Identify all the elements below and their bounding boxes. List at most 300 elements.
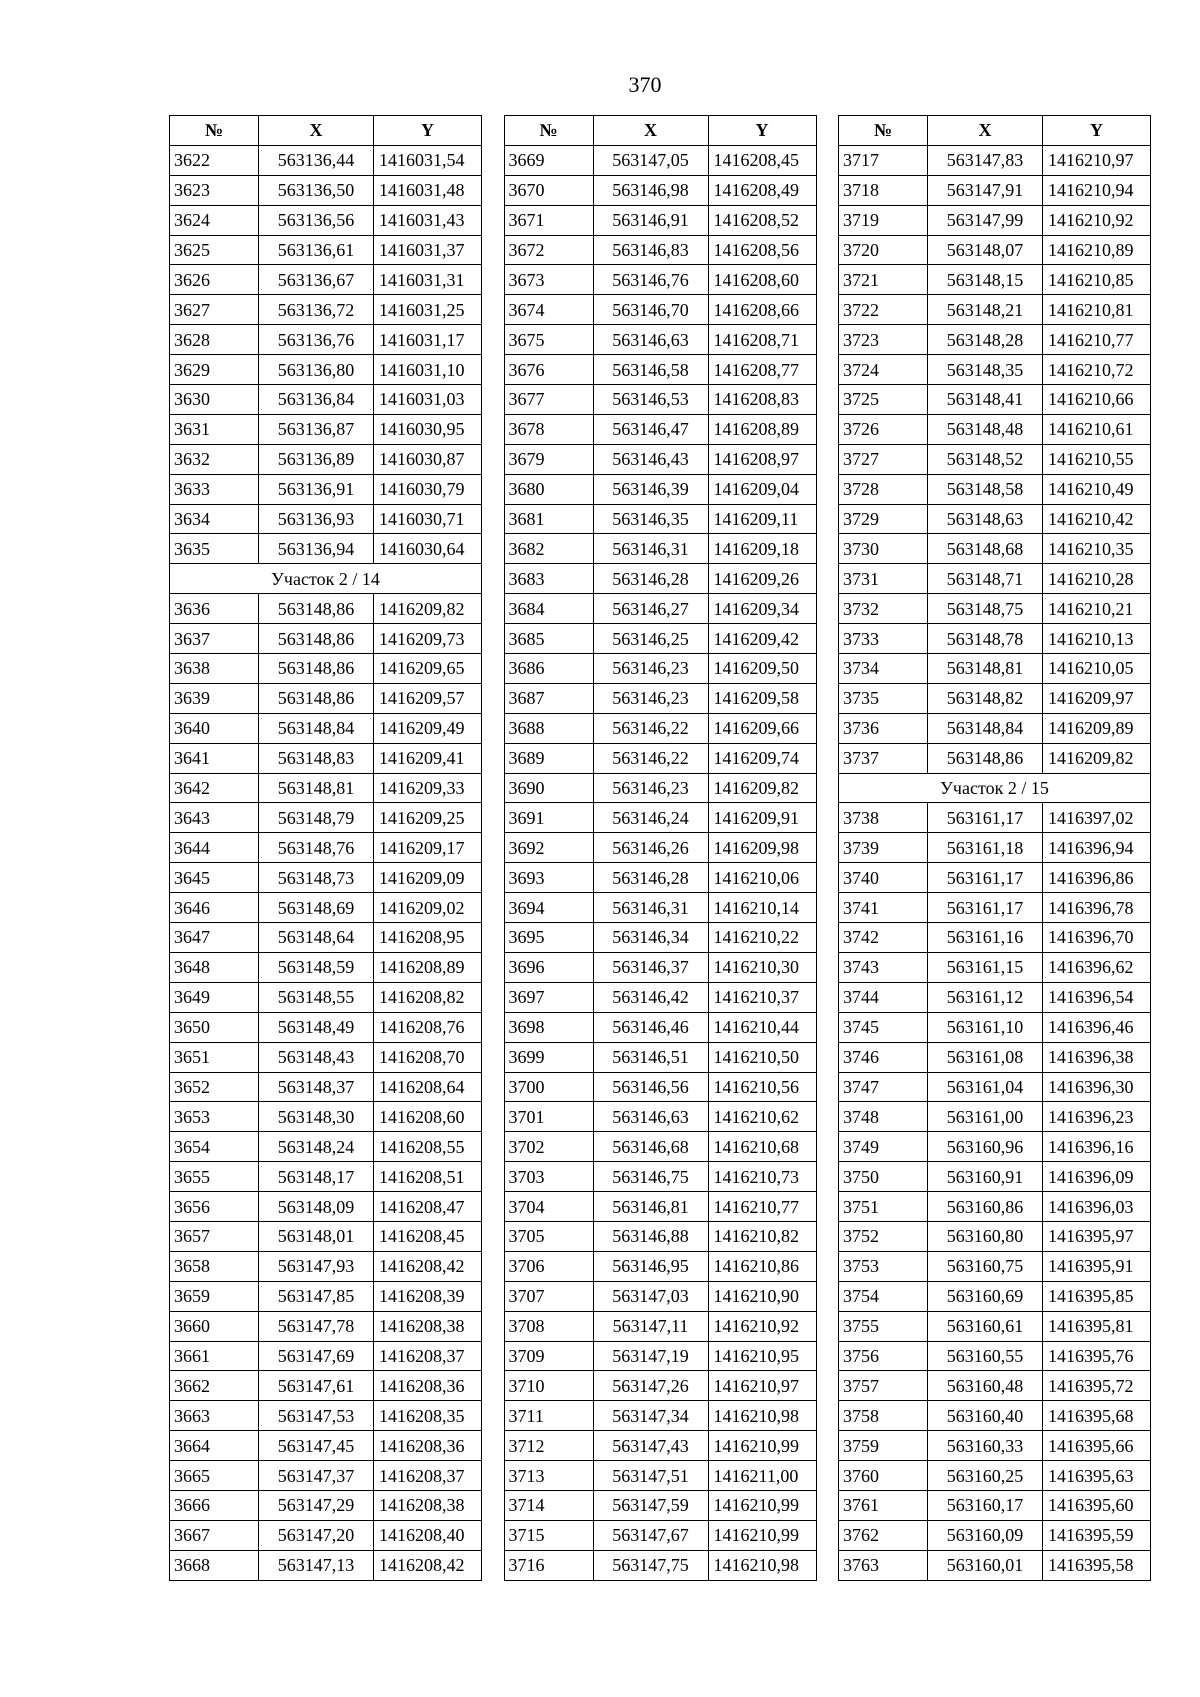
- y-coordinate-cell: 1416210,89: [1043, 235, 1151, 265]
- x-coordinate-cell: 563160,61: [928, 1311, 1043, 1341]
- table-row: [504, 743, 816, 773]
- y-coordinate-cell: 1416208,49: [708, 175, 816, 205]
- x-coordinate-cell: 563146,81: [593, 1192, 708, 1222]
- y-coordinate-cell: 1416208,89: [708, 414, 816, 444]
- y-coordinate-cell: 1416208,97: [708, 444, 816, 474]
- y-coordinate-cell: 1416208,36: [374, 1371, 482, 1401]
- x-coordinate-cell: 563160,48: [928, 1371, 1043, 1401]
- x-coordinate-cell: 563148,58: [928, 474, 1043, 504]
- table-row: [839, 1072, 1151, 1102]
- y-coordinate-cell: 1416396,78: [1043, 893, 1151, 923]
- table-row: [170, 713, 482, 743]
- y-coordinate-cell: 1416395,85: [1043, 1281, 1151, 1311]
- x-coordinate-cell: 563146,98: [593, 175, 708, 205]
- header-x: X: [259, 116, 374, 146]
- point-number-cell: 3628: [170, 325, 259, 355]
- y-coordinate-cell: 1416209,57: [374, 683, 482, 713]
- x-coordinate-cell: 563148,07: [928, 235, 1043, 265]
- point-number-cell: 3707: [504, 1281, 593, 1311]
- point-number-cell: 3721: [839, 265, 928, 295]
- x-coordinate-cell: 563148,79: [259, 803, 374, 833]
- x-coordinate-cell: 563148,83: [259, 743, 374, 773]
- point-number-cell: 3669: [504, 145, 593, 175]
- point-number-cell: 3699: [504, 1042, 593, 1072]
- point-number-cell: 3653: [170, 1102, 259, 1132]
- point-number-cell: 3761: [839, 1490, 928, 1520]
- x-coordinate-cell: 563147,67: [593, 1520, 708, 1550]
- x-coordinate-cell: 563146,75: [593, 1162, 708, 1192]
- x-coordinate-cell: 563146,24: [593, 803, 708, 833]
- table-row: [504, 1371, 816, 1401]
- y-coordinate-cell: 1416031,43: [374, 205, 482, 235]
- y-coordinate-cell: 1416210,13: [1043, 624, 1151, 654]
- y-coordinate-cell: 1416210,55: [1043, 444, 1151, 474]
- y-coordinate-cell: 1416210,61: [1043, 414, 1151, 444]
- y-coordinate-cell: 1416210,77: [708, 1192, 816, 1222]
- point-number-cell: 3640: [170, 713, 259, 743]
- y-coordinate-cell: 1416208,42: [374, 1550, 482, 1580]
- point-number-cell: 3636: [170, 594, 259, 624]
- table-row: [504, 1311, 816, 1341]
- table-row: [839, 1102, 1151, 1132]
- x-coordinate-cell: 563160,17: [928, 1490, 1043, 1520]
- table-row: [504, 1520, 816, 1550]
- table-row: [504, 1281, 816, 1311]
- table-row: [839, 1401, 1151, 1431]
- x-coordinate-cell: 563161,18: [928, 833, 1043, 863]
- y-coordinate-cell: 1416396,16: [1043, 1132, 1151, 1162]
- x-coordinate-cell: 563161,10: [928, 1012, 1043, 1042]
- table-row: [504, 145, 816, 175]
- y-coordinate-cell: 1416031,17: [374, 325, 482, 355]
- x-coordinate-cell: 563148,63: [928, 504, 1043, 534]
- x-coordinate-cell: 563136,72: [259, 295, 374, 325]
- table-row: [504, 1431, 816, 1461]
- y-coordinate-cell: 1416210,37: [708, 982, 816, 1012]
- table-row: [839, 1251, 1151, 1281]
- point-number-cell: 3637: [170, 624, 259, 654]
- point-number-cell: 3720: [839, 235, 928, 265]
- y-coordinate-cell: 1416209,58: [708, 683, 816, 713]
- y-coordinate-cell: 1416209,65: [374, 654, 482, 684]
- y-coordinate-cell: 1416395,81: [1043, 1311, 1151, 1341]
- x-coordinate-cell: 563148,59: [259, 952, 374, 982]
- table-header-row: [170, 116, 482, 146]
- x-coordinate-cell: 563146,53: [593, 385, 708, 415]
- x-coordinate-cell: 563136,84: [259, 385, 374, 415]
- x-coordinate-cell: 563147,29: [259, 1490, 374, 1520]
- x-coordinate-cell: 563148,86: [928, 743, 1043, 773]
- point-number-cell: 3716: [504, 1550, 593, 1580]
- x-coordinate-cell: 563148,86: [259, 654, 374, 684]
- y-coordinate-cell: 1416210,56: [708, 1072, 816, 1102]
- point-number-cell: 3688: [504, 713, 593, 743]
- x-coordinate-cell: 563148,17: [259, 1162, 374, 1192]
- x-coordinate-cell: 563146,95: [593, 1251, 708, 1281]
- table-row: [504, 265, 816, 295]
- table-row: [170, 743, 482, 773]
- point-number-cell: 3730: [839, 534, 928, 564]
- y-coordinate-cell: 1416208,36: [374, 1431, 482, 1461]
- x-coordinate-cell: 563147,26: [593, 1371, 708, 1401]
- table-header-row: [504, 116, 816, 146]
- x-coordinate-cell: 563136,89: [259, 444, 374, 474]
- point-number-cell: 3674: [504, 295, 593, 325]
- point-number-cell: 3701: [504, 1102, 593, 1132]
- table-row: [839, 1341, 1151, 1371]
- point-number-cell: 3682: [504, 534, 593, 564]
- x-coordinate-cell: 563160,33: [928, 1431, 1043, 1461]
- point-number-cell: 3724: [839, 355, 928, 385]
- y-coordinate-cell: 1416210,86: [708, 1251, 816, 1281]
- x-coordinate-cell: 563146,37: [593, 952, 708, 982]
- x-coordinate-cell: 563136,94: [259, 534, 374, 564]
- point-number-cell: 3755: [839, 1311, 928, 1341]
- x-coordinate-cell: 563148,09: [259, 1192, 374, 1222]
- y-coordinate-cell: 1416210,90: [708, 1281, 816, 1311]
- table-row: [839, 713, 1151, 743]
- x-coordinate-cell: 563160,91: [928, 1162, 1043, 1192]
- y-coordinate-cell: 1416031,54: [374, 145, 482, 175]
- point-number-cell: 3671: [504, 205, 593, 235]
- table-row: [504, 683, 816, 713]
- table-row: [170, 295, 482, 325]
- y-coordinate-cell: 1416396,54: [1043, 982, 1151, 1012]
- y-coordinate-cell: 1416210,28: [1043, 564, 1151, 594]
- table-row: [170, 982, 482, 1012]
- table-row: [170, 1281, 482, 1311]
- x-coordinate-cell: 563160,96: [928, 1132, 1043, 1162]
- y-coordinate-cell: 1416209,49: [374, 713, 482, 743]
- x-coordinate-cell: 563148,24: [259, 1132, 374, 1162]
- coordinate-table-1: [169, 115, 482, 1581]
- point-number-cell: 3732: [839, 594, 928, 624]
- y-coordinate-cell: 1416210,82: [708, 1221, 816, 1251]
- table-row: [170, 474, 482, 504]
- y-coordinate-cell: 1416208,56: [708, 235, 816, 265]
- point-number-cell: 3706: [504, 1251, 593, 1281]
- x-coordinate-cell: 563146,22: [593, 713, 708, 743]
- page-number: 370: [628, 72, 662, 97]
- table-row: [504, 863, 816, 893]
- point-number-cell: 3686: [504, 654, 593, 684]
- y-coordinate-cell: 1416210,05: [1043, 654, 1151, 684]
- y-coordinate-cell: 1416208,76: [374, 1012, 482, 1042]
- y-coordinate-cell: 1416210,92: [1043, 205, 1151, 235]
- point-number-cell: 3649: [170, 982, 259, 1012]
- table-row: [839, 1192, 1151, 1222]
- y-coordinate-cell: 1416209,98: [708, 833, 816, 863]
- point-number-cell: 3728: [839, 474, 928, 504]
- x-coordinate-cell: 563148,86: [259, 683, 374, 713]
- coordinate-tables: [169, 115, 1151, 1581]
- point-number-cell: 3746: [839, 1042, 928, 1072]
- table-row: [504, 444, 816, 474]
- table-row: [170, 1311, 482, 1341]
- y-coordinate-cell: 1416208,37: [374, 1461, 482, 1491]
- point-number-cell: 3754: [839, 1281, 928, 1311]
- point-number-cell: 3700: [504, 1072, 593, 1102]
- point-number-cell: 3698: [504, 1012, 593, 1042]
- point-number-cell: 3691: [504, 803, 593, 833]
- x-coordinate-cell: 563147,34: [593, 1401, 708, 1431]
- y-coordinate-cell: 1416397,02: [1043, 803, 1151, 833]
- y-coordinate-cell: 1416208,55: [374, 1132, 482, 1162]
- table-row: [504, 385, 816, 415]
- table-row: [839, 1162, 1151, 1192]
- y-coordinate-cell: 1416208,38: [374, 1490, 482, 1520]
- point-number-cell: 3749: [839, 1132, 928, 1162]
- x-coordinate-cell: 563148,82: [928, 683, 1043, 713]
- x-coordinate-cell: 563146,56: [593, 1072, 708, 1102]
- x-coordinate-cell: 563160,40: [928, 1401, 1043, 1431]
- y-coordinate-cell: 1416208,64: [374, 1072, 482, 1102]
- y-coordinate-cell: 1416209,82: [1043, 743, 1151, 773]
- table-row: [170, 1251, 482, 1281]
- y-coordinate-cell: 1416210,99: [708, 1520, 816, 1550]
- table-row: [170, 265, 482, 295]
- y-coordinate-cell: 1416209,97: [1043, 683, 1151, 713]
- y-coordinate-cell: 1416210,30: [708, 952, 816, 982]
- point-number-cell: 3643: [170, 803, 259, 833]
- table-row: [504, 1162, 816, 1192]
- y-coordinate-cell: 1416395,91: [1043, 1251, 1151, 1281]
- y-coordinate-cell: 1416210,22: [708, 923, 816, 953]
- x-coordinate-cell: 563160,86: [928, 1192, 1043, 1222]
- y-coordinate-cell: 1416209,11: [708, 504, 816, 534]
- point-number-cell: 3622: [170, 145, 259, 175]
- x-coordinate-cell: 563146,83: [593, 235, 708, 265]
- x-coordinate-cell: 563147,69: [259, 1341, 374, 1371]
- x-coordinate-cell: 563148,41: [928, 385, 1043, 415]
- x-coordinate-cell: 563148,55: [259, 982, 374, 1012]
- point-number-cell: 3672: [504, 235, 593, 265]
- table-row: [839, 474, 1151, 504]
- table-row: [504, 1012, 816, 1042]
- x-coordinate-cell: 563147,85: [259, 1281, 374, 1311]
- table-row: [504, 355, 816, 385]
- y-coordinate-cell: 1416209,82: [708, 773, 816, 803]
- y-coordinate-cell: 1416395,59: [1043, 1520, 1151, 1550]
- table-row: [170, 145, 482, 175]
- point-number-cell: 3757: [839, 1371, 928, 1401]
- y-coordinate-cell: 1416210,68: [708, 1132, 816, 1162]
- header-y: Y: [708, 116, 816, 146]
- point-number-cell: 3726: [839, 414, 928, 444]
- x-coordinate-cell: 563136,44: [259, 145, 374, 175]
- y-coordinate-cell: 1416031,37: [374, 235, 482, 265]
- y-coordinate-cell: 1416209,25: [374, 803, 482, 833]
- y-coordinate-cell: 1416210,44: [708, 1012, 816, 1042]
- point-number-cell: 3683: [504, 564, 593, 594]
- y-coordinate-cell: 1416208,42: [374, 1251, 482, 1281]
- x-coordinate-cell: 563146,31: [593, 534, 708, 564]
- point-number-cell: 3635: [170, 534, 259, 564]
- y-coordinate-cell: 1416209,02: [374, 893, 482, 923]
- x-coordinate-cell: 563146,91: [593, 205, 708, 235]
- table-row: [839, 1490, 1151, 1520]
- table-row: [504, 923, 816, 953]
- point-number-cell: 3712: [504, 1431, 593, 1461]
- table-row: [504, 175, 816, 205]
- point-number-cell: 3641: [170, 743, 259, 773]
- x-coordinate-cell: 563147,11: [593, 1311, 708, 1341]
- table-row: [504, 1042, 816, 1072]
- table-row: [504, 1341, 816, 1371]
- table-row: [839, 145, 1151, 175]
- table-row: [504, 1550, 816, 1580]
- x-coordinate-cell: 563136,76: [259, 325, 374, 355]
- y-coordinate-cell: 1416208,35: [374, 1401, 482, 1431]
- table-row: [839, 325, 1151, 355]
- y-coordinate-cell: 1416210,85: [1043, 265, 1151, 295]
- point-number-cell: 3676: [504, 355, 593, 385]
- x-coordinate-cell: 563146,58: [593, 355, 708, 385]
- point-number-cell: 3630: [170, 385, 259, 415]
- table-row: [839, 1042, 1151, 1072]
- x-coordinate-cell: 563146,43: [593, 444, 708, 474]
- point-number-cell: 3714: [504, 1490, 593, 1520]
- point-number-cell: 3631: [170, 414, 259, 444]
- y-coordinate-cell: 1416208,70: [374, 1042, 482, 1072]
- table-row: [170, 1132, 482, 1162]
- x-coordinate-cell: 563161,17: [928, 803, 1043, 833]
- header-y: Y: [374, 116, 482, 146]
- y-coordinate-cell: 1416395,72: [1043, 1371, 1151, 1401]
- point-number-cell: 3655: [170, 1162, 259, 1192]
- table-row: [839, 1221, 1151, 1251]
- y-coordinate-cell: 1416030,79: [374, 474, 482, 504]
- table-row: [839, 923, 1151, 953]
- y-coordinate-cell: 1416396,09: [1043, 1162, 1151, 1192]
- point-number-cell: 3745: [839, 1012, 928, 1042]
- y-coordinate-cell: 1416210,72: [1043, 355, 1151, 385]
- y-coordinate-cell: 1416030,64: [374, 534, 482, 564]
- y-coordinate-cell: 1416208,51: [374, 1162, 482, 1192]
- y-coordinate-cell: 1416030,95: [374, 414, 482, 444]
- y-coordinate-cell: 1416210,42: [1043, 504, 1151, 534]
- x-coordinate-cell: 563136,93: [259, 504, 374, 534]
- table-row: [839, 205, 1151, 235]
- x-coordinate-cell: 563146,25: [593, 624, 708, 654]
- table-row: [839, 564, 1151, 594]
- y-coordinate-cell: 1416396,94: [1043, 833, 1151, 863]
- table-row: [170, 1550, 482, 1580]
- y-coordinate-cell: 1416209,89: [1043, 713, 1151, 743]
- y-coordinate-cell: 1416210,97: [708, 1371, 816, 1401]
- x-coordinate-cell: 563136,80: [259, 355, 374, 385]
- x-coordinate-cell: 563146,34: [593, 923, 708, 953]
- point-number-cell: 3652: [170, 1072, 259, 1102]
- point-number-cell: 3759: [839, 1431, 928, 1461]
- point-number-cell: 3763: [839, 1550, 928, 1580]
- x-coordinate-cell: 563148,81: [259, 773, 374, 803]
- x-coordinate-cell: 563147,78: [259, 1311, 374, 1341]
- point-number-cell: 3738: [839, 803, 928, 833]
- x-coordinate-cell: 563146,23: [593, 773, 708, 803]
- y-coordinate-cell: 1416209,74: [708, 743, 816, 773]
- y-coordinate-cell: 1416208,40: [374, 1520, 482, 1550]
- header-x: X: [928, 116, 1043, 146]
- x-coordinate-cell: 563148,84: [928, 713, 1043, 743]
- y-coordinate-cell: 1416209,18: [708, 534, 816, 564]
- y-coordinate-cell: 1416208,39: [374, 1281, 482, 1311]
- point-number-cell: 3665: [170, 1461, 259, 1491]
- table-row: [170, 1042, 482, 1072]
- table-row: [504, 1132, 816, 1162]
- point-number-cell: 3626: [170, 265, 259, 295]
- x-coordinate-cell: 563147,53: [259, 1401, 374, 1431]
- y-coordinate-cell: 1416210,66: [1043, 385, 1151, 415]
- table-row: [170, 1431, 482, 1461]
- table-row: [504, 1490, 816, 1520]
- x-coordinate-cell: 563148,81: [928, 654, 1043, 684]
- table-row: [504, 235, 816, 265]
- point-number-cell: 3695: [504, 923, 593, 953]
- table-row: [839, 385, 1151, 415]
- x-coordinate-cell: 563148,52: [928, 444, 1043, 474]
- point-number-cell: 3629: [170, 355, 259, 385]
- table-row: [839, 594, 1151, 624]
- y-coordinate-cell: 1416031,10: [374, 355, 482, 385]
- y-coordinate-cell: 1416031,48: [374, 175, 482, 205]
- y-coordinate-cell: 1416030,71: [374, 504, 482, 534]
- point-number-cell: 3664: [170, 1431, 259, 1461]
- table-row: [504, 205, 816, 235]
- x-coordinate-cell: 563160,01: [928, 1550, 1043, 1580]
- y-coordinate-cell: 1416210,81: [1043, 295, 1151, 325]
- x-coordinate-cell: 563147,43: [593, 1431, 708, 1461]
- y-coordinate-cell: 1416208,38: [374, 1311, 482, 1341]
- header-number: №: [839, 116, 928, 146]
- y-coordinate-cell: 1416208,47: [374, 1192, 482, 1222]
- point-number-cell: 3741: [839, 893, 928, 923]
- point-number-cell: 3667: [170, 1520, 259, 1550]
- x-coordinate-cell: 563148,78: [928, 624, 1043, 654]
- point-number-cell: 3742: [839, 923, 928, 953]
- point-number-cell: 3710: [504, 1371, 593, 1401]
- table-row: [504, 624, 816, 654]
- point-number-cell: 3708: [504, 1311, 593, 1341]
- point-number-cell: 3634: [170, 504, 259, 534]
- point-number-cell: 3639: [170, 683, 259, 713]
- x-coordinate-cell: 563146,31: [593, 893, 708, 923]
- x-coordinate-cell: 563146,51: [593, 1042, 708, 1072]
- table-row: [170, 325, 482, 355]
- point-number-cell: 3756: [839, 1341, 928, 1371]
- table-row: [839, 743, 1151, 773]
- table-row: [839, 1281, 1151, 1311]
- x-coordinate-cell: 563148,35: [928, 355, 1043, 385]
- table-row: [170, 1461, 482, 1491]
- y-coordinate-cell: 1416030,87: [374, 444, 482, 474]
- header-x: X: [593, 116, 708, 146]
- x-coordinate-cell: 563147,51: [593, 1461, 708, 1491]
- y-coordinate-cell: 1416396,62: [1043, 952, 1151, 982]
- y-coordinate-cell: 1416031,31: [374, 265, 482, 295]
- y-coordinate-cell: 1416210,97: [1043, 145, 1151, 175]
- table-row: [504, 893, 816, 923]
- y-coordinate-cell: 1416209,91: [708, 803, 816, 833]
- x-coordinate-cell: 563161,04: [928, 1072, 1043, 1102]
- point-number-cell: 3656: [170, 1192, 259, 1222]
- y-coordinate-cell: 1416208,83: [708, 385, 816, 415]
- x-coordinate-cell: 563148,86: [259, 624, 374, 654]
- y-coordinate-cell: 1416396,38: [1043, 1042, 1151, 1072]
- y-coordinate-cell: 1416031,25: [374, 295, 482, 325]
- y-coordinate-cell: 1416396,30: [1043, 1072, 1151, 1102]
- table-row: [839, 863, 1151, 893]
